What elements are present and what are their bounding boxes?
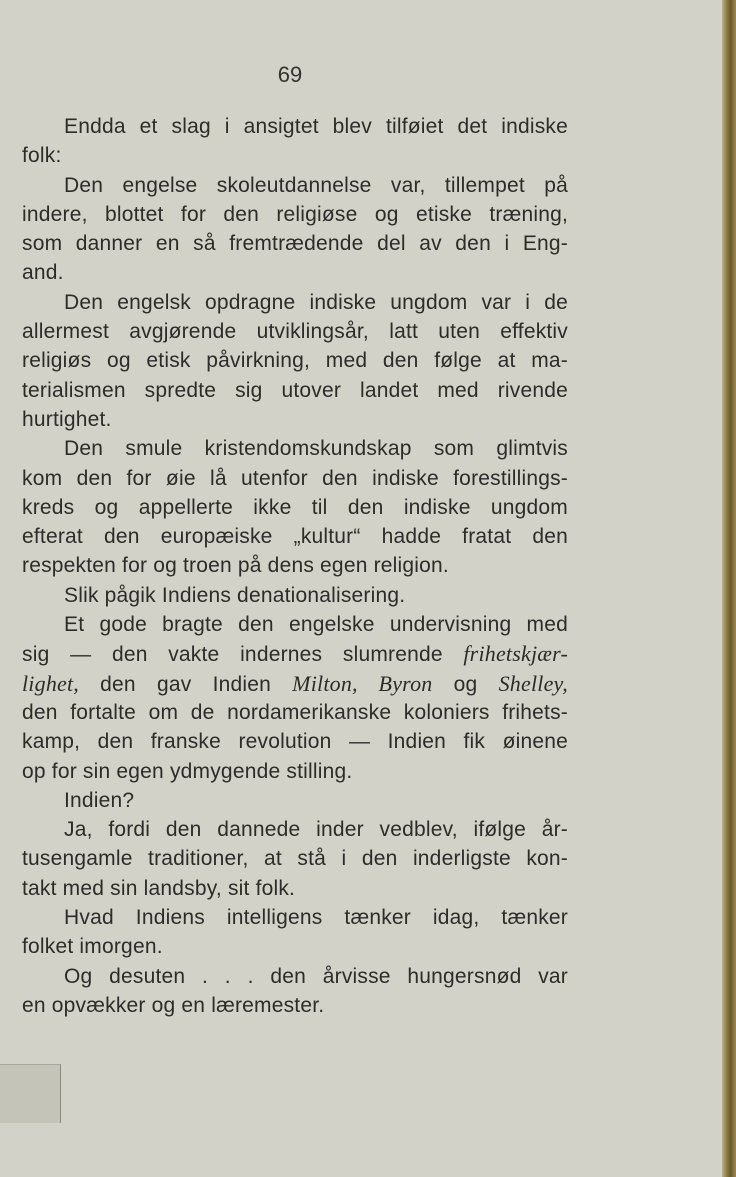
text-line: Den smule kristendomskundskap som glimtvis bbox=[64, 437, 568, 461]
text-line: Og desuten . . . den årvisse hungersnød var bbox=[64, 964, 568, 988]
text-line: Indien? bbox=[64, 788, 135, 812]
italic-term: Milton, Byron bbox=[292, 670, 433, 696]
text-line: tusengamle traditioner, at stå i den inderligste kon- bbox=[22, 847, 568, 871]
text-line: Slik pågik Indiens denationalisering. bbox=[64, 583, 406, 607]
text-line bbox=[22, 669, 568, 698]
text-line: Den engelsk opdragne indiske ungdom var i de bbox=[64, 290, 568, 314]
book-edge bbox=[722, 0, 736, 1177]
text-line: op for sin egen ydmygende stilling. bbox=[22, 759, 353, 783]
text-line: som danner en så fremtrædende del av den i Eng- bbox=[22, 232, 568, 256]
text-line: Endda et slag i ansigtet blev tilføiet det indiske bbox=[64, 115, 568, 138]
text-line: respekten for og troen på dens egen religion. bbox=[22, 554, 449, 578]
text-line: en opvækker og en læremester. bbox=[22, 993, 325, 1017]
page-number: 69 bbox=[277, 62, 303, 87]
text-line: Et gode bragte den engelske undervisning med bbox=[64, 613, 568, 637]
italic-term: lighet, bbox=[22, 670, 80, 696]
text-fragment: sig — den vakte indernes slumrende bbox=[22, 643, 464, 667]
text-line bbox=[22, 639, 568, 668]
text-line: folket imorgen. bbox=[22, 935, 163, 959]
text-line: and. bbox=[22, 261, 64, 285]
text-line: kamp, den franske revolution — Indien fik øinene bbox=[22, 730, 568, 754]
text-line: den fortalte om de nordamerikanske koloniers frihets- bbox=[22, 700, 568, 724]
text-line: Hvad Indiens intelligens tænker idag, tænker bbox=[64, 906, 568, 930]
text-line: Ja, fordi den dannede inder vedblev, ifølge år- bbox=[64, 818, 568, 842]
text-fragment: og bbox=[432, 672, 499, 696]
text-line: kom den for øie lå utenfor den indiske forestillings- bbox=[22, 466, 568, 490]
body-text bbox=[22, 112, 568, 1020]
library-stamp-mark bbox=[0, 1064, 61, 1123]
text-line: religiøs og etisk påvirkning, med den følge at ma- bbox=[22, 349, 568, 373]
text-line: terialismen spredte sig utover landet med rivende bbox=[22, 378, 568, 402]
text-fragment: den gav Indien bbox=[79, 672, 293, 696]
text-line: takt med sin landsby, sit folk. bbox=[22, 876, 296, 900]
italic-term: Shelley, bbox=[498, 670, 568, 696]
text-line: folk: bbox=[22, 144, 62, 168]
text-line: kreds og appellerte ikke til den indiske ungdom bbox=[22, 495, 568, 519]
text-line: efterat den europæiske „kultur“ hadde fratat den bbox=[22, 525, 568, 549]
text-line: allermest avgjørende utviklingsår, latt uten effektiv bbox=[22, 320, 568, 344]
text-line: hurtighet. bbox=[22, 407, 112, 431]
italic-term: frihetskjær- bbox=[463, 641, 568, 667]
text-line: indere, blottet for den religiøse og etiske træning, bbox=[22, 202, 568, 226]
text-line: Den engelse skoleutdannelse var, tillempet på bbox=[64, 173, 568, 197]
